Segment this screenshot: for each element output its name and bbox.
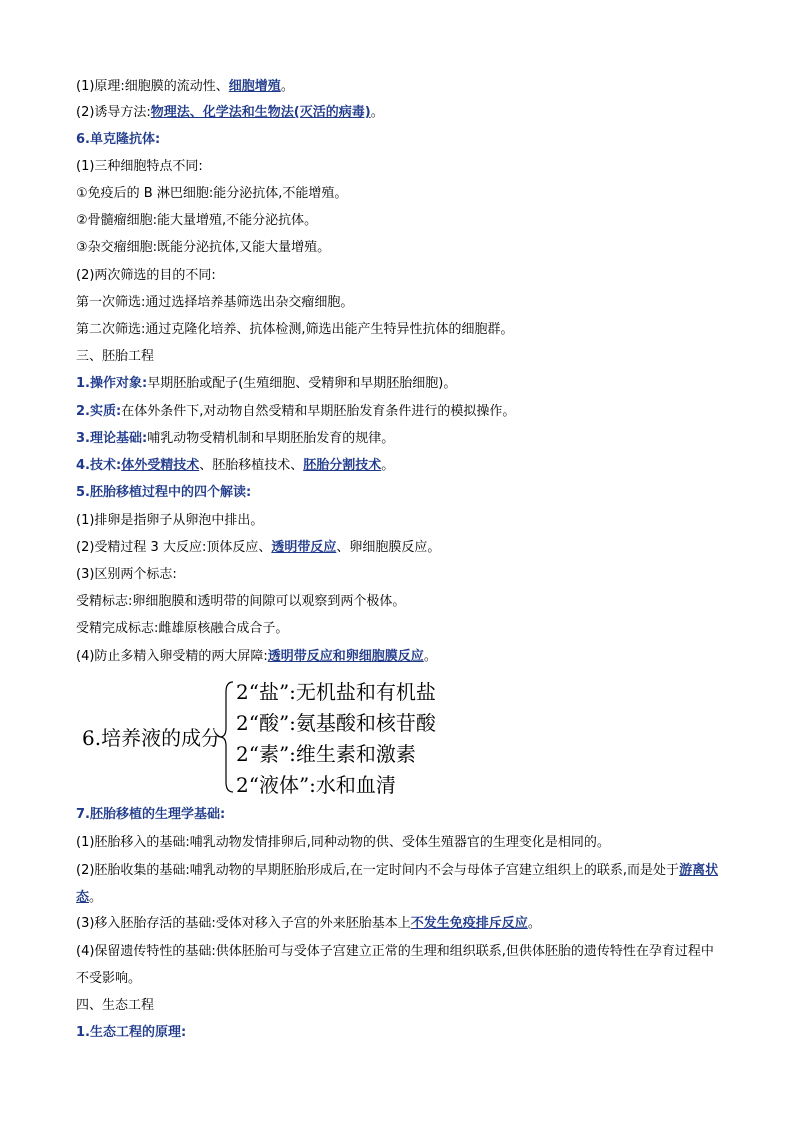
- fertilization-reactions: [76, 540, 440, 556]
- culture-item-salt: 2“盐”:无机盐和有机盐: [236, 680, 436, 704]
- culture-item-liquid: 2“液体”:水和血清: [236, 773, 396, 797]
- text-line: 受精标志:卵细胞膜和透明带的间隙可以观察到两个极体。: [76, 594, 406, 609]
- highlight-term: 细胞增殖: [228, 79, 281, 94]
- text-line: (1)排卵是指卵子从卵泡中排出。: [76, 513, 264, 528]
- text-line: (1)三种细胞特点不同:: [76, 159, 203, 174]
- text-segment: 。: [423, 649, 437, 664]
- culture-item-acid: 2“酸”:氨基酸和核苷酸: [236, 711, 436, 735]
- text-segment: (1)原理:细胞膜的流动性、: [76, 79, 229, 94]
- text-segment: 。: [370, 105, 384, 120]
- label-bold: 4.技术:: [76, 458, 122, 473]
- section-heading-monoclonal: 6.单克隆抗体:: [76, 132, 161, 147]
- heredity-basis: (4)保留遗传特性的基础:供体胚胎可与受体子宫建立正常的生理和组织联系,但供体胚胎的遗传特性在孕育过程中不受影响。: [76, 944, 714, 986]
- polyspermy-barriers: [76, 649, 437, 665]
- text-segment: (3)移入胚胎存活的基础:受体对移入子宫的外来胚胎基本上: [76, 916, 411, 931]
- text-line: ③杂交瘤细胞:既能分泌抗体,又能大量增殖。: [76, 240, 331, 255]
- induction-methods: [76, 105, 384, 121]
- label-bold: 2.实质:: [76, 404, 122, 419]
- text-line: 第一次筛选:通过选择培养基筛选出杂交瘤细胞。: [76, 295, 354, 310]
- text-line: ①免疫后的 B 淋巴细胞:能分泌抗体,不能增殖。: [76, 186, 348, 201]
- text-segment: 在体外条件下,对动物自然受精和早期胚胎发育条件进行的模拟操作。: [121, 404, 516, 419]
- text-line: 第二次筛选:通过克隆化培养、抗体检测,筛选出能产生特异性抗体的细胞群。: [76, 322, 514, 337]
- highlight-term: 透明带反应和卵细胞膜反应: [267, 649, 424, 664]
- text-segment: 。: [89, 890, 103, 905]
- section-heading-transfer: 5.胚胎移植过程中的四个解读:: [76, 485, 252, 500]
- section-heading-physiology: 7.胚胎移植的生理学基础:: [76, 807, 226, 822]
- label-bold: 3.理论基础:: [76, 431, 148, 446]
- text-segment: 早期胚胎或配子(生殖细胞、受精卵和早期胚胎细胞)。: [147, 376, 457, 391]
- text-segment: 。: [527, 916, 541, 931]
- culture-medium-diagram: [76, 676, 496, 798]
- chapter-heading-embryo: 三、胚胎工程: [76, 349, 155, 364]
- survival-basis: [76, 916, 541, 932]
- highlight-term: 不发生免疫排斥反应: [410, 916, 528, 931]
- text-line: (3)区别两个标志:: [76, 567, 177, 582]
- highlight-term: 游离状态: [76, 863, 719, 905]
- operation-object: [76, 376, 456, 392]
- text-segment: (2)诱导方法:: [76, 105, 151, 120]
- curly-brace-icon: [218, 680, 234, 794]
- text-segment: (4)防止多精入卵受精的两大屏障:: [76, 649, 268, 664]
- embryo-collection-basis: [76, 857, 726, 911]
- text-line: (1)胚胎移入的基础:哺乳动物发情排卵后,同种动物的供、受体生殖器官的生理变化是相同的。: [76, 835, 610, 850]
- text-line: (2)两次筛选的目的不同:: [76, 268, 216, 283]
- highlight-term: 体外受精技术: [121, 458, 200, 473]
- text-line: 受精完成标志:雌雄原核融合成合子。: [76, 621, 289, 636]
- text-line: ②骨髓瘤细胞:能大量增殖,不能分泌抗体。: [76, 213, 318, 228]
- section-heading-ecology-principle: 1.生态工程的原理:: [76, 1025, 187, 1040]
- text-segment: 、胚胎移植技术、: [199, 458, 304, 473]
- theory-basis: [76, 431, 394, 447]
- techniques: [76, 458, 394, 474]
- fusion-principle: [76, 79, 294, 95]
- chapter-heading-ecology: 四、生态工程: [76, 998, 155, 1013]
- highlight-term: 透明带反应: [271, 540, 337, 555]
- text-segment: 。: [381, 458, 395, 473]
- text-segment: (2)受精过程 3 大反应:顶体反应、: [76, 540, 272, 555]
- essence: [76, 404, 515, 420]
- highlight-term: 物理法、化学法和生物法(灭活的病毒): [150, 105, 371, 120]
- highlight-term: 胚胎分割技术: [303, 458, 382, 473]
- culture-item-hormone: 2“素”:维生素和激素: [236, 742, 416, 766]
- text-segment: (2)胚胎收集的基础:哺乳动物的早期胚胎形成后,在一定时间内不会与母体子宫建立组织上的联系,而是处于: [76, 863, 680, 878]
- text-segment: 、卵细胞膜反应。: [336, 540, 441, 555]
- text-segment: 。: [280, 79, 294, 94]
- label-bold: 1.操作对象:: [76, 376, 148, 391]
- culture-medium-label: 6.培养液的成分: [82, 726, 222, 750]
- text-segment: 哺乳动物受精机制和早期胚胎发育的规律。: [147, 431, 395, 446]
